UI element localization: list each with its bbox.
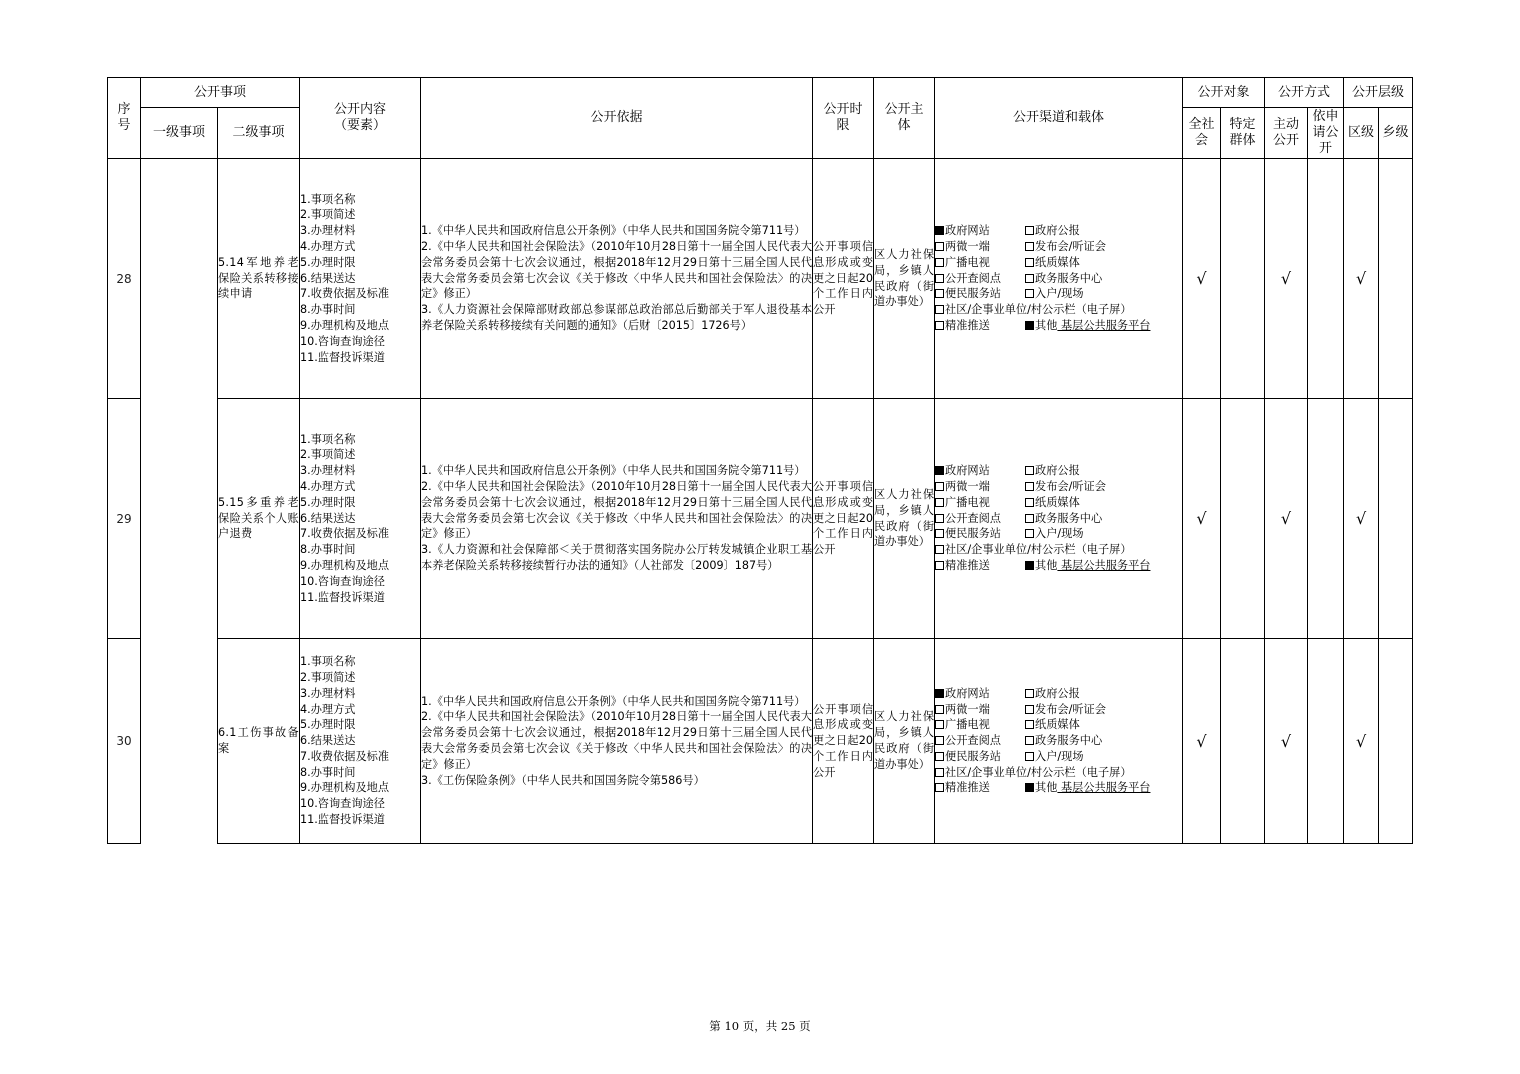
checkbox-empty-icon	[1025, 514, 1034, 523]
basis-item: 1.《中华人民共和国政府信息公开条例》（中华人民共和国国务院令第711号）	[421, 464, 806, 478]
row-mode-active: √	[1265, 639, 1308, 844]
header-audience-group: 公开对象	[1183, 78, 1265, 108]
row-time-limit: 公开事项信息形成或变更之日起20个工作日内公开	[813, 159, 874, 399]
row-subject: 区人力社保局，乡镇人民政府（街道办事处）	[874, 639, 935, 844]
row-content	[300, 639, 421, 844]
row-audience-all: √	[1183, 399, 1221, 639]
content-item: 4.办理方式	[300, 702, 356, 716]
content-item: 2.事项简述	[300, 208, 356, 222]
checkbox-checked-icon	[935, 466, 944, 475]
checkbox-checked-icon	[935, 689, 944, 698]
content-item: 5.办理时限	[300, 495, 356, 509]
checkbox-empty-icon	[1025, 289, 1034, 298]
row-channel: 政府网站 政府公报 两微一端 发布会/听证会 广播电视 纸质媒体 公开查阅点 政务服务中心 便民服务站 入户/现场 社区/企事业单位/村公示栏（电子屏） 精准推送 其他 基层公共服务平台	[935, 639, 1183, 844]
checkbox-empty-icon	[935, 545, 944, 554]
row-mode-apply	[1308, 639, 1344, 844]
content-item: 4.办理方式	[300, 240, 356, 253]
checkbox-empty-icon	[935, 274, 944, 283]
content-item: 10.咨询查询途径	[300, 797, 385, 811]
row-level1	[141, 639, 218, 844]
checkbox-checked-icon	[935, 226, 944, 235]
header-mode-group: 公开方式	[1265, 78, 1344, 108]
row-level-district: √	[1344, 159, 1379, 399]
content-item: 2.事项简述	[300, 448, 356, 462]
row-level-district: √	[1344, 399, 1379, 639]
basis-item: 3.《工伤保险条例》（中华人民共和国国务院令第586号）	[421, 773, 705, 787]
row-level-town	[1379, 399, 1413, 639]
content-item: 9.办理机构及地点	[300, 318, 390, 332]
checkbox-empty-icon	[935, 258, 944, 267]
row-mode-active: √	[1265, 159, 1308, 399]
row-basis	[421, 399, 813, 639]
content-item: 3.办理材料	[300, 224, 356, 238]
checkbox-empty-icon	[935, 752, 944, 761]
checkbox-empty-icon	[935, 736, 944, 745]
row-seq: 30	[108, 639, 141, 844]
checkbox-empty-icon	[935, 482, 944, 491]
row-content	[300, 159, 421, 399]
content-item: 9.办理机构及地点	[300, 781, 390, 795]
row-level-town	[1379, 639, 1413, 844]
header-time-limit: 公开时限	[813, 78, 874, 159]
row-subject: 区人力社保局，乡镇人民政府（街道办事处）	[874, 159, 935, 399]
row-seq: 29	[108, 399, 141, 639]
row-level-district: √	[1344, 639, 1379, 844]
content-item: 1.事项名称	[300, 655, 356, 669]
header-content: 公开内容（要素）	[300, 78, 421, 159]
checkbox-empty-icon	[1025, 736, 1034, 745]
row-channel: 政府网站 政府公报 两微一端 发布会/听证会 广播电视 纸质媒体 公开查阅点 政务服务中心 便民服务站 入户/现场 社区/企事业单位/村公示栏（电子屏） 精准推送 其他 基层公共服务平台	[935, 399, 1183, 639]
row-level1	[141, 399, 218, 639]
content-item: 8.办事时间	[300, 765, 356, 779]
row-audience-specific	[1221, 159, 1265, 399]
header-mode-apply: 依申请公开	[1308, 108, 1344, 159]
row-time-limit: 公开事项信息形成或变更之日起20个工作日内公开	[813, 639, 874, 844]
header-channel: 公开渠道和载体	[935, 78, 1183, 159]
checkbox-empty-icon	[1025, 466, 1034, 475]
content-item: 7.收费依据及标准	[300, 287, 390, 301]
checkbox-checked-icon	[1025, 561, 1034, 570]
content-item: 10.咨询查询途径	[300, 334, 385, 348]
header-items-group: 公开事项	[141, 78, 300, 108]
checkbox-empty-icon	[935, 561, 944, 570]
disclosure-table	[107, 77, 1413, 844]
checkbox-empty-icon	[935, 529, 944, 538]
row-audience-specific	[1221, 399, 1265, 639]
checkbox-checked-icon	[1025, 321, 1034, 330]
checkbox-empty-icon	[1025, 274, 1034, 283]
header-audience-specific: 特定群体	[1221, 108, 1265, 159]
row-level2: 6.1工伤事故备案	[218, 639, 300, 844]
header-level2: 二级事项	[218, 108, 300, 159]
header-basis: 公开依据	[421, 78, 813, 159]
checkbox-empty-icon	[935, 305, 944, 314]
content-item: 5.办理时限	[300, 255, 356, 269]
header-level-town: 乡级	[1379, 108, 1413, 159]
checkbox-empty-icon	[1025, 689, 1034, 698]
table-row	[108, 639, 1413, 844]
checkbox-checked-icon	[1025, 783, 1034, 792]
row-audience-all: √	[1183, 639, 1221, 844]
row-audience-all: √	[1183, 159, 1221, 399]
basis-item: 3.《人力资源和社会保障部＜关于贯彻落实国务院办公厅转发城镇企业职工基本养老保险关系转移接续暂行办法的通知》（人社部发〔2009〕187号）	[421, 543, 813, 572]
content-item: 1.事项名称	[300, 432, 356, 446]
row-channel: 政府网站 政府公报 两微一端 发布会/听证会 广播电视 纸质媒体 公开查阅点 政务服务中心 便民服务站 入户/现场 社区/企事业单位/村公示栏（电子屏） 精准推送 其他 基层公共服务平台	[935, 159, 1183, 399]
row-content	[300, 399, 421, 639]
row-seq: 28	[108, 159, 141, 399]
row-mode-apply	[1308, 159, 1344, 399]
checkbox-empty-icon	[935, 242, 944, 251]
header-mode-active: 主动公开	[1265, 108, 1308, 159]
checkbox-empty-icon	[935, 514, 944, 523]
checkbox-empty-icon	[1025, 705, 1034, 714]
row-audience-specific	[1221, 639, 1265, 844]
checkbox-empty-icon	[935, 289, 944, 298]
row-mode-apply	[1308, 399, 1344, 639]
row-time-limit: 公开事项信息形成或变更之日起20个工作日内公开	[813, 399, 874, 639]
content-item: 11.监督投诉渠道	[300, 350, 385, 364]
content-item: 3.办理材料	[300, 686, 356, 700]
content-item: 7.收费依据及标准	[300, 527, 390, 541]
checkbox-empty-icon	[1025, 720, 1034, 729]
content-item: 9.办理机构及地点	[300, 558, 390, 572]
row-level1	[141, 159, 218, 399]
content-item: 7.收费依据及标准	[300, 749, 390, 763]
checkbox-empty-icon	[1025, 752, 1034, 761]
row-mode-active: √	[1265, 399, 1308, 639]
row-basis	[421, 639, 813, 844]
row-level2: 5.15多重养老保险关系个人账户退费	[218, 399, 300, 639]
checkbox-empty-icon	[935, 720, 944, 729]
table-row	[108, 159, 1413, 399]
content-item: 8.办事时间	[300, 543, 356, 557]
row-level2: 5.14军地养老保险关系转移接续申请	[218, 159, 300, 399]
content-item: 6.结果送达	[300, 271, 356, 285]
content-item: 6.结果送达	[300, 734, 356, 748]
header-level-district: 区级	[1344, 108, 1379, 159]
checkbox-empty-icon	[935, 321, 944, 330]
content-item: 10.咨询查询途径	[300, 574, 385, 588]
row-basis	[421, 159, 813, 399]
content-item: 11.监督投诉渠道	[300, 813, 385, 827]
table-row	[108, 399, 1413, 639]
content-item: 11.监督投诉渠道	[300, 590, 385, 604]
basis-item: 2.《中华人民共和国社会保险法》（2010年10月28日第十一届全国人民代表大会常务委员会第十七次会议通过，根据2018年12月29日第十三届全国人民代表大会常务委员会第七次会议《关于修改〈中华人民共和国社会保险法〉的决定》修正）	[421, 240, 813, 301]
checkbox-empty-icon	[1025, 258, 1034, 267]
basis-item: 1.《中华人民共和国政府信息公开条例》（中华人民共和国国务院令第711号）	[421, 694, 806, 708]
content-item: 2.事项简述	[300, 670, 356, 684]
page-footer: 第 10 页，共 25 页	[709, 1019, 811, 1033]
basis-item: 3.《人力资源社会保障部财政部总参谋部总政治部总后勤部关于军人退役基本养老保险关系转移接续有关问题的通知》（后财〔2015〕1726号）	[421, 303, 813, 332]
basis-item: 2.《中华人民共和国社会保险法》（2010年10月28日第十一届全国人民代表大会常务委员会第十七次会议通过，根据2018年12月29日第十三届全国人民代表大会常务委员会第七次会议《关于修改〈中华人民共和国社会保险法〉的决定》修正）	[421, 480, 813, 541]
checkbox-empty-icon	[935, 705, 944, 714]
content-item: 5.办理时限	[300, 718, 356, 732]
header-audience-all: 全社会	[1183, 108, 1221, 159]
checkbox-empty-icon	[935, 768, 944, 777]
header-level1: 一级事项	[141, 108, 218, 159]
content-item: 6.结果送达	[300, 511, 356, 525]
content-item: 1.事项名称	[300, 192, 356, 206]
row-subject: 区人力社保局，乡镇人民政府（街道办事处）	[874, 399, 935, 639]
header-subject: 公开主体	[874, 78, 935, 159]
content-item: 8.办事时间	[300, 303, 356, 317]
header-level-group: 公开层级	[1344, 78, 1413, 108]
basis-item: 1.《中华人民共和国政府信息公开条例》（中华人民共和国国务院令第711号）	[421, 224, 806, 238]
content-item: 4.办理方式	[300, 480, 356, 493]
checkbox-empty-icon	[1025, 498, 1034, 507]
checkbox-empty-icon	[1025, 482, 1034, 491]
basis-item: 2.《中华人民共和国社会保险法》（2010年10月28日第十一届全国人民代表大会常务委员会第十七次会议通过，根据2018年12月29日第十三届全国人民代表大会常务委员会第七次会议《关于修改〈中华人民共和国社会保险法〉的决定》修正）	[421, 710, 813, 771]
checkbox-empty-icon	[1025, 529, 1034, 538]
checkbox-empty-icon	[935, 783, 944, 792]
checkbox-empty-icon	[1025, 226, 1034, 235]
checkbox-empty-icon	[1025, 242, 1034, 251]
checkbox-empty-icon	[935, 498, 944, 507]
content-item: 3.办理材料	[300, 464, 356, 478]
row-level-town	[1379, 159, 1413, 399]
header-seq: 序号	[108, 78, 141, 159]
